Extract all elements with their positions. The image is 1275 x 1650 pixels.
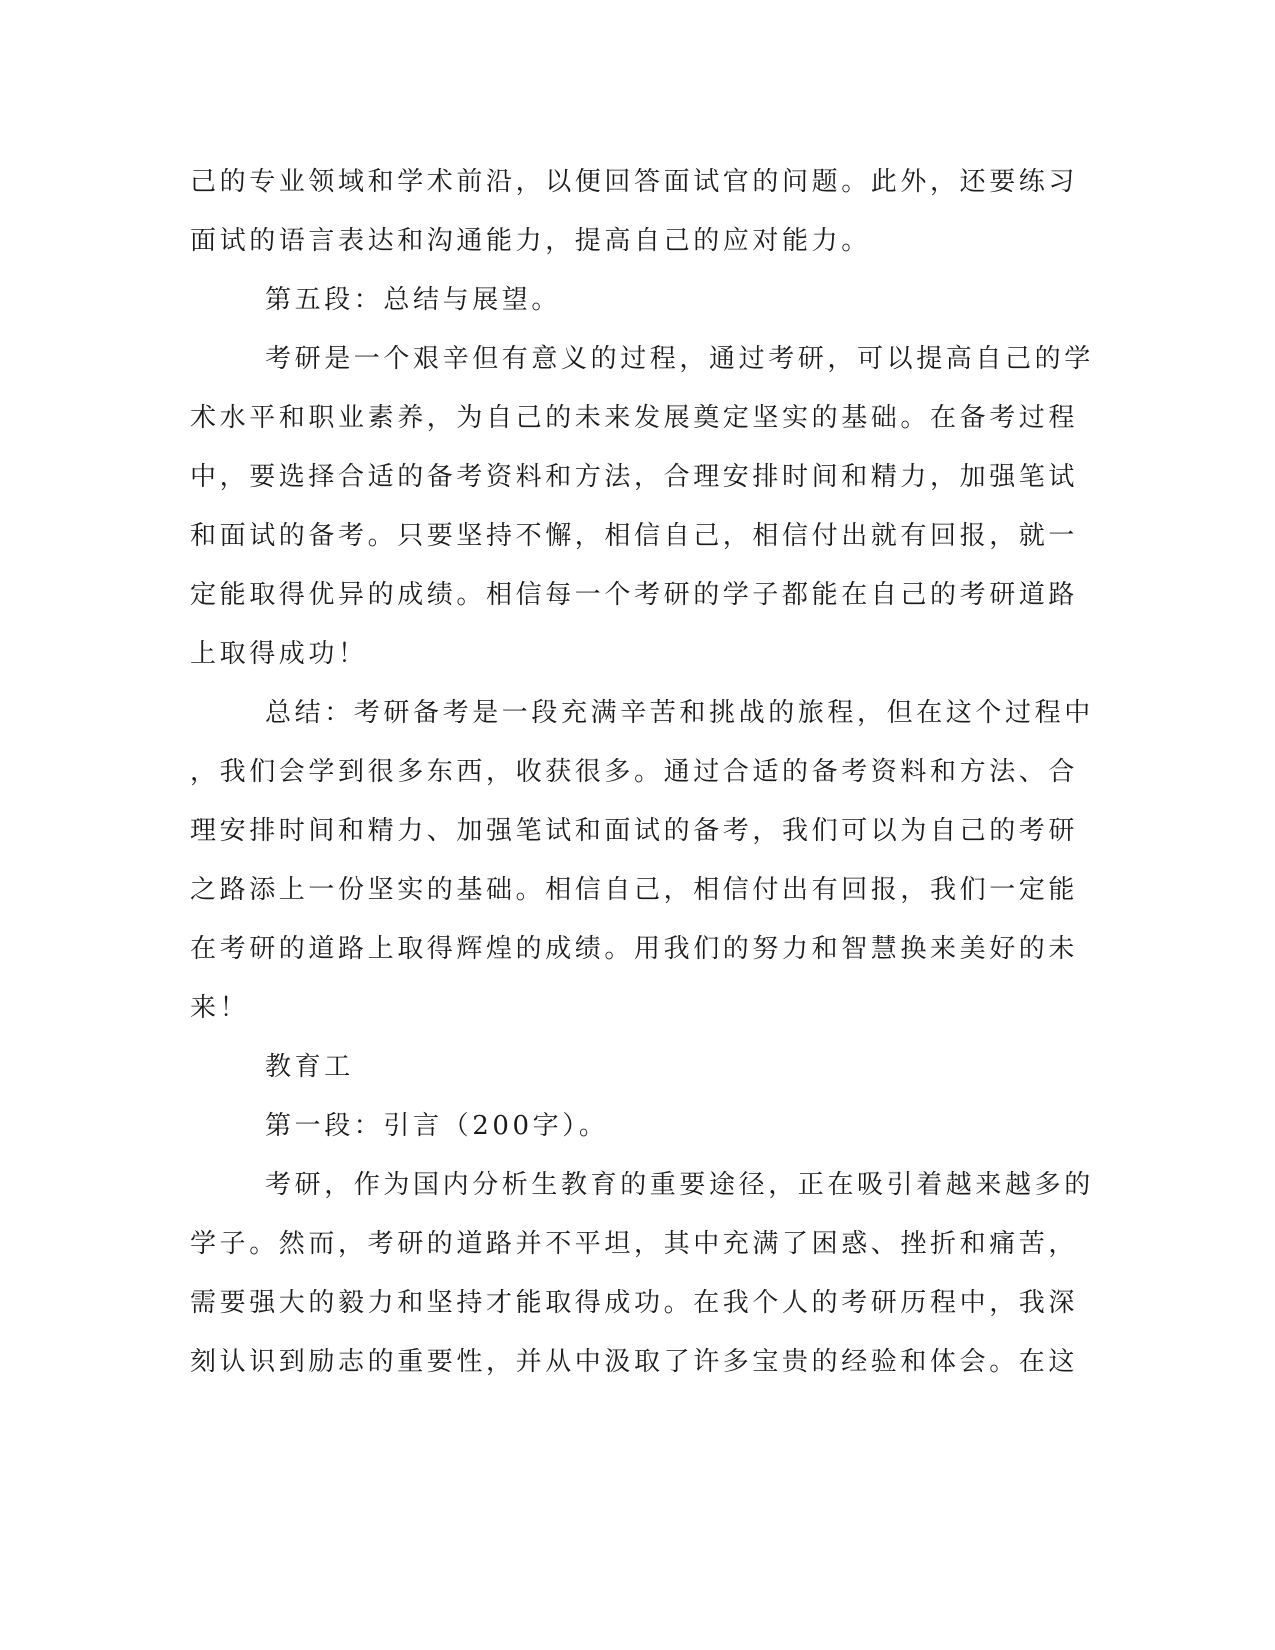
text-line: 总结：考研备考是一段充满辛苦和挑战的旅程，但在这个过程中 — [265, 698, 1094, 728]
text-line: 学子。然而，考研的道路并不平坦，其中充满了困惑、挫折和痛苦， — [190, 1229, 1079, 1259]
text-line: ，我们会学到很多东西，收获很多。通过合适的备考资料和方法、合 — [190, 757, 1079, 787]
text-line: 定能取得优异的成绩。相信每一个考研的学子都能在自己的考研道路 — [190, 580, 1079, 610]
text-line: 在考研的道路上取得辉煌的成绩。用我们的努力和智慧换来美好的未 — [190, 934, 1079, 964]
text-line: 考研是一个艰辛但有意义的过程，通过考研，可以提高自己的学 — [265, 344, 1094, 374]
section-heading: 第一段：引言（200字）。 — [265, 1111, 609, 1141]
section-heading: 教育工 — [265, 1052, 354, 1082]
text-line: 己的专业领域和学术前沿，以便回答面试官的问题。此外，还要练习 — [190, 167, 1079, 197]
text-line: 考研，作为国内分析生教育的重要途径，正在吸引着越来越多的 — [265, 1170, 1094, 1200]
text-line: 中，要选择合适的备考资料和方法，合理安排时间和精力，加强笔试 — [190, 462, 1079, 492]
text-line: 来！ — [190, 993, 250, 1023]
text-line: 和面试的备考。只要坚持不懈，相信自己，相信付出就有回报，就一 — [190, 521, 1079, 551]
text-line: 需要强大的毅力和坚持才能取得成功。在我个人的考研历程中，我深 — [190, 1288, 1079, 1318]
text-line: 理安排时间和精力、加强笔试和面试的备考，我们可以为自己的考研 — [190, 816, 1079, 846]
text-line: 之路添上一份坚实的基础。相信自己，相信付出有回报，我们一定能 — [190, 875, 1079, 905]
section-heading: 第五段：总结与展望。 — [265, 285, 562, 315]
text-line: 面试的语言表达和沟通能力，提高自己的应对能力。 — [190, 226, 871, 256]
text-line: 上取得成功！ — [190, 639, 368, 669]
text-line: 刻认识到励志的重要性，并从中汲取了许多宝贵的经验和体会。在这 — [190, 1347, 1079, 1377]
text-line: 术水平和职业素养，为自己的未来发展奠定坚实的基础。在备考过程 — [190, 403, 1079, 433]
